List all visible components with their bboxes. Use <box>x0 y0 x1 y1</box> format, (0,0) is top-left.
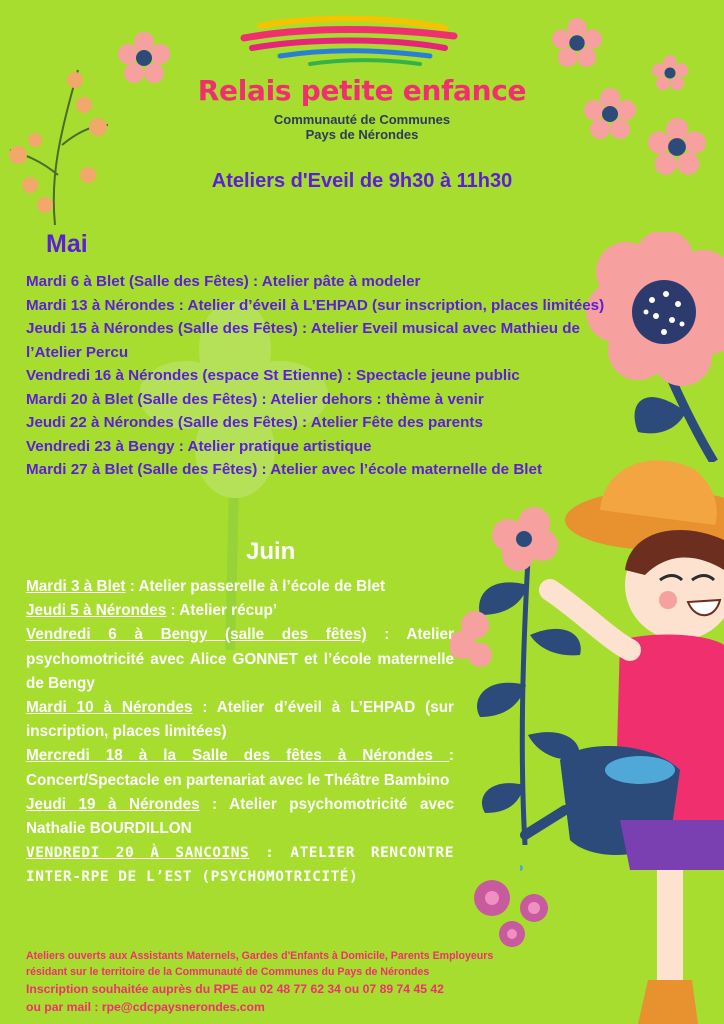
event-description: : Atelier récup’ <box>166 602 278 620</box>
event-description: : Concert/Spectacle en partenariat avec le Théâtre Bambino <box>26 747 454 789</box>
footer-line-email: ou par mail : rpe@cdcpaysnerondes.com <box>26 1000 265 1014</box>
event-date: Mardi 3 à Blet <box>26 578 126 595</box>
event-description: : Atelier psychomotricité avec Nathalie BOURDILLON <box>26 795 454 838</box>
footer-line-phone: Inscription souhaitée auprès du RPE au 02 48 77 62 34 ou 07 89 74 45 42 <box>26 982 444 996</box>
event-description: : Atelier passerelle à l’école de Blet <box>125 578 386 595</box>
list-item: Mardi 6 à Blet (Salle des Fêtes) : Atelier pâte à modeler <box>26 273 421 290</box>
month-title-may: Mai <box>46 230 88 258</box>
footer-line-audience: Ateliers ouverts aux Assistants Maternels, Gardes d'Enfants à Domicile, Parents Employeurs <box>26 950 494 962</box>
org-sub-line1: Communauté de Communes <box>273 112 451 127</box>
org-sub-line2: Pays de Nérondes <box>305 127 419 142</box>
org-name: Relais petite enfance <box>197 74 527 107</box>
event-date: Jeudi 19 à Nérondes <box>26 795 200 813</box>
event-date: Jeudi 5 à Nérondes <box>26 602 167 620</box>
headline: Ateliers d'Eveil de 9h30 à 11h30 <box>211 170 513 192</box>
event-description: : Atelier psychomotricité avec Alice GONNET et l’école maternelle de Bengy <box>26 626 454 692</box>
list-item <box>26 841 454 889</box>
flower-small-2-icon <box>552 18 602 68</box>
logo-lines-icon <box>240 14 460 70</box>
june-events-list <box>26 575 454 889</box>
event-date: Mardi 10 à Nérondes <box>26 699 193 717</box>
footer-info <box>26 948 586 1016</box>
may-events-list <box>26 270 616 482</box>
list-item <box>26 696 454 744</box>
list-item: Mardi 13 à Nérondes : Atelier d’éveil à L’EHPAD (sur inscription, places limitées) <box>26 296 605 314</box>
event-date: Vendredi 6 à Bengy (salle des fêtes) <box>26 626 367 644</box>
month-title-june: Juin <box>246 538 296 565</box>
list-item: Mardi 20 à Blet (Salle des Fêtes) : Atelier dehors : thème à venir <box>26 390 484 408</box>
list-item <box>26 744 454 792</box>
list-item: Jeudi 22 à Nérondes (Salle des Fêtes) : Atelier Fête des parents <box>26 414 483 431</box>
list-item <box>26 599 454 623</box>
list-item <box>26 793 454 841</box>
list-item <box>26 623 454 696</box>
list-item <box>26 575 454 599</box>
event-date: Mercredi 18 à la Salle des fêtes à Nérondes <box>26 747 449 765</box>
event-description: : ATELIER RENCONTRE INTER-RPE DE L’EST (PSYCHOMOTRICITÉ) <box>26 845 454 886</box>
list-item: Vendredi 23 à Bengy : Atelier pratique artistique <box>26 437 372 455</box>
list-item: Mardi 27 à Blet (Salle des Fêtes) : Atelier avec l’école maternelle de Blet <box>26 461 543 478</box>
list-item: Jeudi 15 à Nérondes (Salle des Fêtes) : Atelier Eveil musical avec Mathieu de l’Atelier Percu <box>26 320 581 361</box>
event-date: VENDREDI 20 À SANCOINS <box>26 845 250 862</box>
list-item: Vendredi 16 à Nérondes (espace St Etienne) : Spectacle jeune public <box>26 367 520 384</box>
footer-line-territory: résidant sur le territoire de la Communauté de Communes du Pays de Nérondes <box>26 966 430 978</box>
event-description: : Atelier d’éveil à L’EHPAD (sur inscription, places limitées) <box>26 699 454 741</box>
pink-flowers-cluster-icon <box>462 872 562 952</box>
